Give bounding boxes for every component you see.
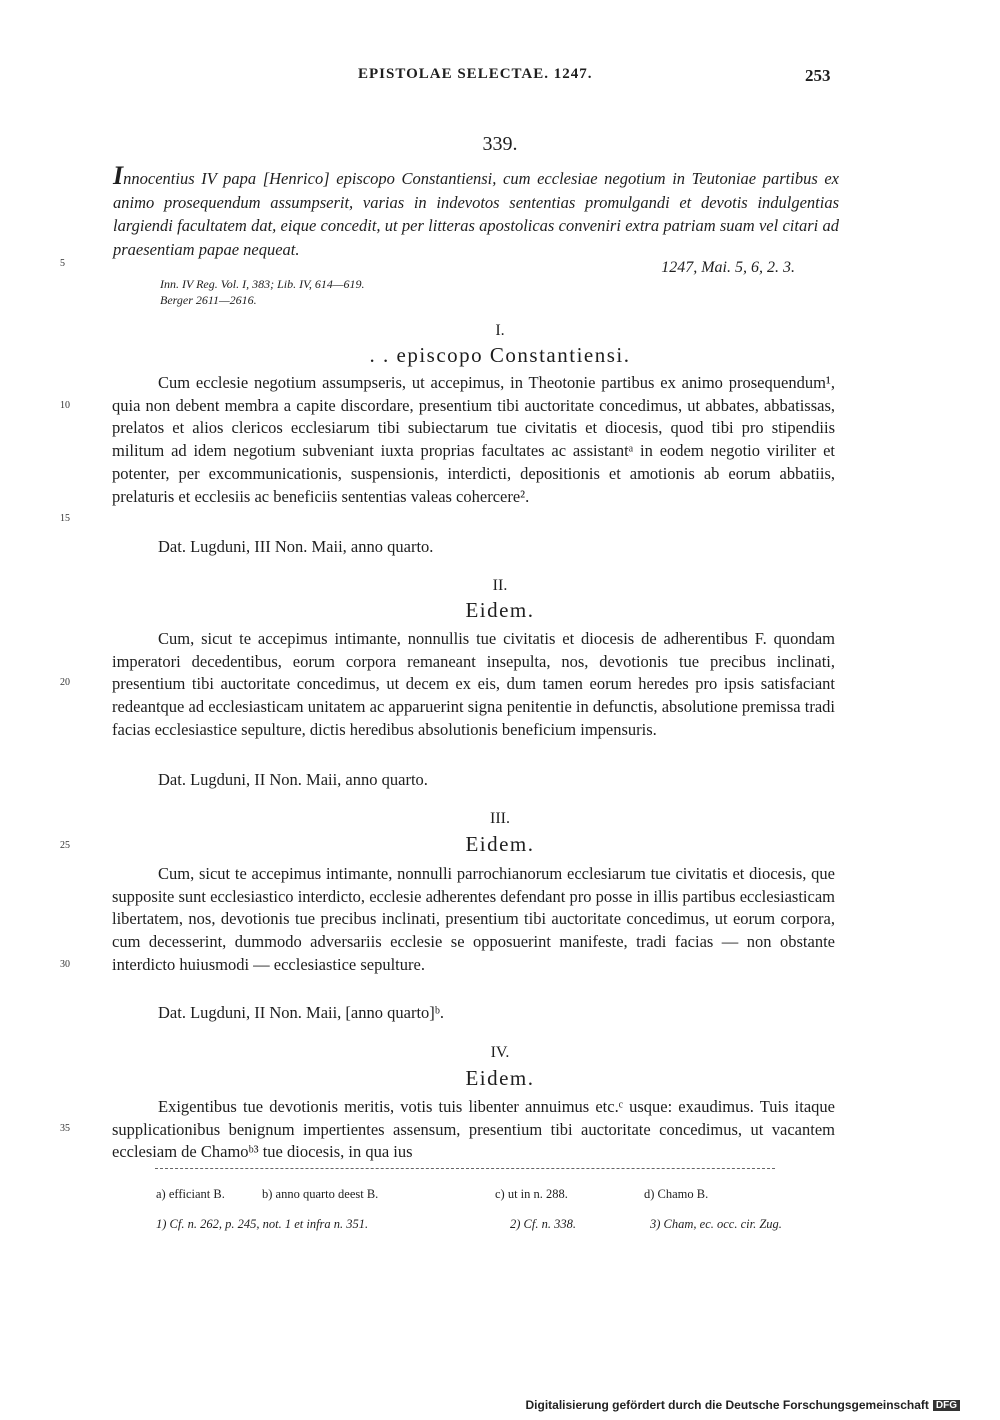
footnote-letter: b) anno quarto deest B.: [262, 1187, 379, 1201]
footnote-number: 1) Cf. n. 262, p. 245, not. 1 et infra n. 351.: [156, 1217, 369, 1231]
document-number: 339.: [482, 133, 518, 155]
credit-text: Digitalisierung gefördert durch die Deutsche Forschungsgemeinschaft: [525, 1398, 929, 1412]
section-dating: Dat. Lugduni, II Non. Maii, [anno quarto]ᵇ.: [158, 1003, 445, 1022]
line-number: 30: [60, 959, 70, 970]
footnote-number: 3) Cham, ec. occ. cir. Zug.: [650, 1217, 782, 1231]
section-title: Eidem.: [465, 1066, 535, 1090]
page-number: 253: [805, 66, 831, 85]
section-title: Eidem.: [465, 598, 535, 622]
section-dating: Dat. Lugduni, III Non. Maii, anno quarto.: [158, 537, 434, 556]
running-header-title: EPISTOLAE SELECTAE. 1247.: [358, 66, 593, 82]
section-title: . . episcopo Constantiensi.: [369, 343, 631, 367]
section-number: II.: [492, 577, 508, 594]
line-number: 35: [60, 1123, 70, 1134]
reference-line: Inn. IV Reg. Vol. I, 383; Lib. IV, 614—619.: [160, 277, 365, 291]
section-text: Cum ecclesie negotium assumpseris, ut accepimus, in Theotonie partibus ex animo prosequendum¹, quia non debent membra a capite discordare, presentium tibi auctoritate concedimus, ut abbates, abbatissas, prelatos et alios clericos ecclesiarum tibi subiectarum tue civitatis et diocesis, quod tibi pro stipendiis militum ad idem negotium subveniant iuxta proprias facultates ac assistantᵃ in eodem negotio viriliter et potenter, per excommunicationis, suspensionis, interdicti, depositionis et amotionis ab eorum abbatiis, prelaturis et ecclesiis ac beneficiis sententias valeas cohercere².: [112, 373, 835, 506]
section-number: III.: [490, 810, 510, 827]
digitization-credit: [525, 1398, 960, 1412]
section-dating: Dat. Lugduni, II Non. Maii, anno quarto.: [158, 770, 428, 789]
document-date: 1247, Mai. 5, 6, 2. 3.: [661, 259, 795, 276]
section-text: Cum, sicut te accepimus intimante, nonnullis tue civitatis et diocesis de adherentibus F. quondam imperatori decedentibus, eorum corpora remaneant insepulta, nos, devotionis tue precibus inclinati, presentium tibi auctoritate concedimus, ut decem ex eis, dum tamen eorum heredes pro ipsis satisfaciant redeantque ad ecclesiasticam unitatem ac apparuerint signa penitentie in defunctis, absolutione premissa tradi facias ecclesiastice sepulture, dictis heredibus absolutionis beneficium impensuris.: [112, 629, 835, 739]
reference-line: Berger 2611—2616.: [160, 293, 257, 307]
line-number: 5: [60, 258, 65, 269]
summary-initial: I: [113, 161, 124, 190]
footnote-number: 2) Cf. n. 338.: [510, 1217, 576, 1231]
line-number: 15: [60, 513, 70, 524]
footnote-letter: a) efficiant B.: [156, 1187, 225, 1201]
footnote-divider: [155, 1168, 775, 1169]
line-number: 20: [60, 677, 70, 688]
section-number: IV.: [490, 1044, 510, 1061]
document-summary: [113, 161, 839, 261]
section-text: Exigentibus tue devotionis meritis, votis tuis libenter annuimus etc.ᶜ usque: exaudimus. Tuis itaque supplicationibus benignum impertientes assensum, presentium tibi auctoritate concedimus, ut vacantem ecclesiam de Chamoᵇ³ tue diocesis, in qua ius: [112, 1097, 835, 1162]
line-number: 25: [60, 840, 70, 851]
section-number: I.: [495, 322, 505, 339]
section-text: Cum, sicut te accepimus intimante, nonnulli parrochianorum ecclesiarum tue civitatis et diocesis, que supposite sunt ecclesiastico interdicto, ecclesie adherentes defendant pro posse in illis partibus ecclesiasticam libertatem, nos, devotionis tue precibus inclinati, presentium tibi auctoritate concedimus, ut eorum corpora, cum decesserint, dummodo adversariis ecclesie se opposuerint manifeste, tradi facias — non obstante interdicto huiusmodi — ecclesiastice sepulture.: [112, 864, 835, 974]
summary-text: nnocentius IV papa [Henrico] episcopo Constantiensi, cum ecclesiae negotium in Teutoniae partibus ex animo prosequendum assumpserit, varias in indevotos sententias promulgandi et devotis indulgentias largiendi facultatem dat, eique concedit, ut per litteras apostolicas conveniri extra patriam suam vel citari ad praesentiam papae nequeat.: [113, 169, 839, 259]
section-title: Eidem.: [465, 832, 535, 856]
references: [160, 276, 365, 308]
footnote-letter: c) ut in n. 288.: [495, 1187, 568, 1201]
footnote-letter: d) Chamo B.: [644, 1187, 709, 1201]
line-number: 10: [60, 400, 70, 411]
dfg-logo: DFG: [933, 1400, 960, 1411]
